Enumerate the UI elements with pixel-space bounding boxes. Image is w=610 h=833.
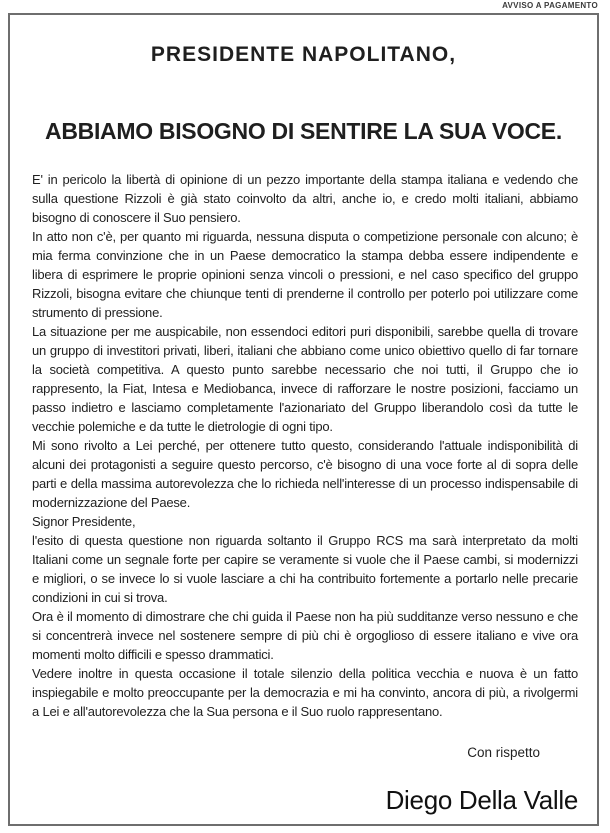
letter-paragraph: In atto non c'è, per quanto mi riguarda, nessuna disputa o competizione personale con alcuno; è mia ferma convinzione che in un Paese democratico la stampa debba essere indipendente e libera di esprimere le proprie opinioni senza vincoli o pressioni, e nel caso specifico del gruppo Rizzoli, bisogna evitare che chiunque tenti di prenderne il controllo per poterlo poi utilizzare come strumento di pressione. bbox=[32, 229, 578, 320]
headline-recipient: PRESIDENTE NAPOLITANO, bbox=[150, 43, 457, 66]
letter-paragraph: Vedere inoltre in questa occasione il totale silenzio della politica vecchia e nuova è un fatto inspiegabile e molto preoccupante per la democrazia e mi ha convinto, ancora di più, a rivolgermi a Lei e all'autorevolezza che la Sua persona e il Suo ruolo rappresentano. bbox=[32, 666, 578, 719]
letter-paragraph: Mi sono rivolto a Lei perché, per ottenere tutto questo, considerando l'attuale indisponibilità di alcuni dei protagonisti a seguire questo percorso, c'è bisogno di una voce forte al di sopra delle parti e della massima autorevolezza che lo richieda nell'interesse di un processo indispensabile di modernizzazione del Paese. bbox=[32, 438, 578, 510]
letter-paragraph: La situazione per me auspicabile, non essendoci editori puri disponibili, sarebbe quella di trovare un gruppo di investitori privati, liberi, italiani che abbiano come unico obiettivo quello di far tornare la società competitiva. A questo punto sarebbe necessario che noi tutti, il Gruppo che io rappresento, la Fiat, Intesa e Mediobanca, invece di rafforzare le nostre posizioni, facciamo un passo indietro e lasciamo completamente l'azionariato del Gruppo liberandolo così da tutte le vecchie polemiche e da tutte le dietrologie di ogni tipo. bbox=[32, 324, 578, 434]
letter-paragraph: E' in pericolo la libertà di opinione di un pezzo importante della stampa italiana e vedendo che sulla questione Rizzoli è già stato coinvolto da altri, anche io, e credo molti italiani, abbiamo bisogno di conoscere il Suo pensiero. bbox=[32, 172, 578, 225]
letter-paragraph: l'esito di questa questione non riguarda soltanto il Gruppo RCS ma sarà interpretato da molti Italiani come un segnale forte per capire se veramente si vuole che il Paese cambi, si modernizzi e migliori, o se invece lo si vuole lasciare a chi ha contribuito fortemente a portarlo nelle precarie condizioni in cui si trova. bbox=[32, 533, 578, 605]
letter-paragraph: Signor Presidente, bbox=[32, 514, 136, 529]
paid-notice-label: AVVISO A PAGAMENTO bbox=[502, 1, 598, 10]
letter-paragraph: Ora è il momento di dimostrare che chi guida il Paese non ha più sudditanze verso nessuno e che si concentrerà invece nel sostenere sempre di più chi è orgoglioso di essere italiano e vive ora momenti molto difficili e spesso drammatici. bbox=[32, 609, 578, 662]
letter-box bbox=[8, 13, 599, 826]
headline-message: ABBIAMO BISOGNO DI SENTIRE LA SUA VOCE. bbox=[45, 118, 562, 144]
signature: Diego Della Valle bbox=[385, 785, 578, 815]
letter-body bbox=[10, 170, 597, 721]
closing-salutation: Con rispetto bbox=[467, 745, 540, 760]
